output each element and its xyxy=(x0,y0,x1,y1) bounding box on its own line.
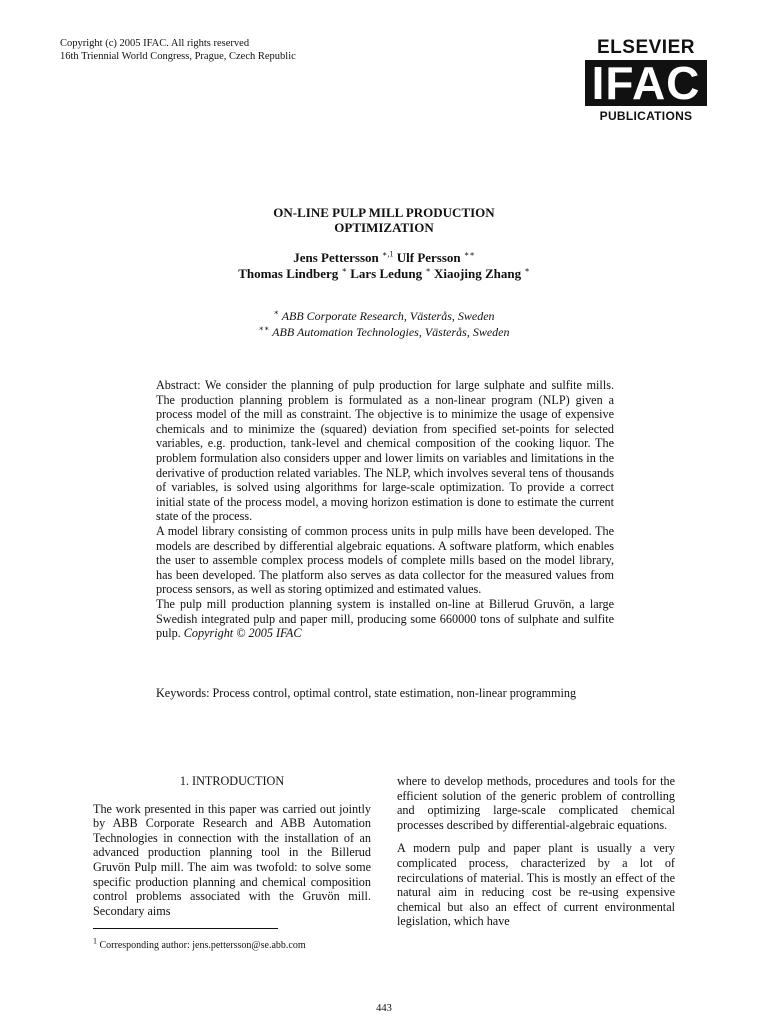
author-mark: ∗,1 xyxy=(382,249,394,259)
footnote-divider xyxy=(93,928,278,929)
affiliation-1 xyxy=(0,308,768,324)
body-paragraph: The work presented in this paper was carried out jointly by ABB Corporate Research and ABB Automation Technologies in connection with the installation of an advanced production planning tool in the Billerud Gruvön Pulp mill. The aim was twofold: to solve some specific production planning and chemical composition control problems associated with the Gruvön mill. Secondary aims xyxy=(93,801,371,918)
copyright-line: Copyright (c) 2005 IFAC. All rights reserved xyxy=(60,38,250,49)
paper-title xyxy=(0,205,768,235)
copyright-notice xyxy=(60,37,296,63)
abstract-paragraph-3 xyxy=(156,597,614,641)
author-name: Xiaojing Zhang xyxy=(434,266,522,281)
footnote-text: Corresponding author: jens.pettersson@se.abb.com xyxy=(99,940,306,951)
page-number: 443 xyxy=(376,1003,392,1014)
affiliation-mark: ∗ xyxy=(273,308,279,317)
affiliations xyxy=(0,308,768,340)
author-mark: ∗∗ xyxy=(463,249,475,259)
section-heading: 1. INTRODUCTION xyxy=(179,774,285,788)
abstract-paragraph-3-text: The pulp mill production planning system is installed on-line at Billerud Gruvön, a large Swedish integrated pulp and paper mill, producing some 660000 tons of sulphate and sulfite pulp. xyxy=(156,596,614,641)
title-line-1: ON-LINE PULP MILL PRODUCTION xyxy=(273,205,495,220)
affiliation-mark: ∗∗ xyxy=(258,324,270,333)
author-mark: ∗ xyxy=(425,265,431,275)
author-name: Ulf Persson xyxy=(396,250,461,265)
author-mark: ∗ xyxy=(524,265,530,275)
author-name: Jens Pettersson xyxy=(293,250,379,265)
footnote xyxy=(93,936,306,952)
author-name: Thomas Lindberg xyxy=(238,266,339,281)
body-paragraph: A modern pulp and paper plant is usually a very complicated process, characterized by a lot of recirculations of material. This is mostly an effect of the natural aim in reducing cost be re-using expensive chemical but also an effect of current environmental legislation, which have xyxy=(397,841,675,929)
abstract-paragraph-2: A model library consisting of common process units in pulp mills have been developed. The models are described by differential algebraic equations. A software platform, which enables the user to assemble complex process models of complete mills based on the model library, has been developed. The platform also serves as data collector for the measured values from process sensors, as well as storing optimized and estimated values. xyxy=(156,523,614,597)
body-right-column xyxy=(397,774,675,929)
affiliation-text: ABB Corporate Research, Västerås, Sweden xyxy=(281,309,495,323)
abstract-paragraph-1: Abstract: We consider the planning of pulp production for large sulphate and sulfite mills. The production planning problem is formulated as a non-linear program (NLP) given a process model of the mill as constraint. The objective is to minimize the usage of expensive chemicals and to minimize the (squared) deviation from specified set-points for selected variables, e.g. production, tank-level and chemical composition of the cooking liquor. The problem formulation also considers upper and lower limits on variables and limitations in the derivative of production related variables. The NLP, which involves several tens of thousands of variables, is solved using algorithms for large-scale optimization. To provide a correct initial state of the process model, a moving horizon estimation is done to estimate the current state of the process. xyxy=(156,378,614,524)
logo-elsevier-text: ELSEVIER xyxy=(597,37,695,58)
author-name: Lars Ledung xyxy=(350,266,423,281)
conference-line: 16th Triennial World Congress, Prague, Czech Republic xyxy=(60,51,296,62)
author-mark: ∗ xyxy=(341,265,347,275)
body-paragraph: where to develop methods, procedures and tools for the efficient solution of the generic problem of controlling and optimizing large-scale complicated chemical processes described by differential-algebraic equations. xyxy=(397,774,675,832)
author-list xyxy=(0,250,768,282)
elsevier-ifac-logo xyxy=(585,38,707,123)
author-line-2 xyxy=(0,266,768,282)
affiliation-2 xyxy=(0,324,768,340)
title-line-2: OPTIMIZATION xyxy=(334,220,434,235)
author-line-1 xyxy=(0,250,768,266)
abstract xyxy=(156,378,614,641)
footnote-mark: 1 xyxy=(93,936,97,946)
logo-publications-text: PUBLICATIONS xyxy=(599,109,693,123)
abstract-copyright: Copyright © 2005 IFAC xyxy=(183,626,302,641)
affiliation-text: ABB Automation Technologies, Västerås, Sweden xyxy=(272,325,510,339)
logo-ifac-text: IFAC xyxy=(585,60,707,106)
keywords: Keywords: Process control, optimal control, state estimation, non-linear programming xyxy=(156,686,577,700)
body-left-column xyxy=(93,774,371,918)
